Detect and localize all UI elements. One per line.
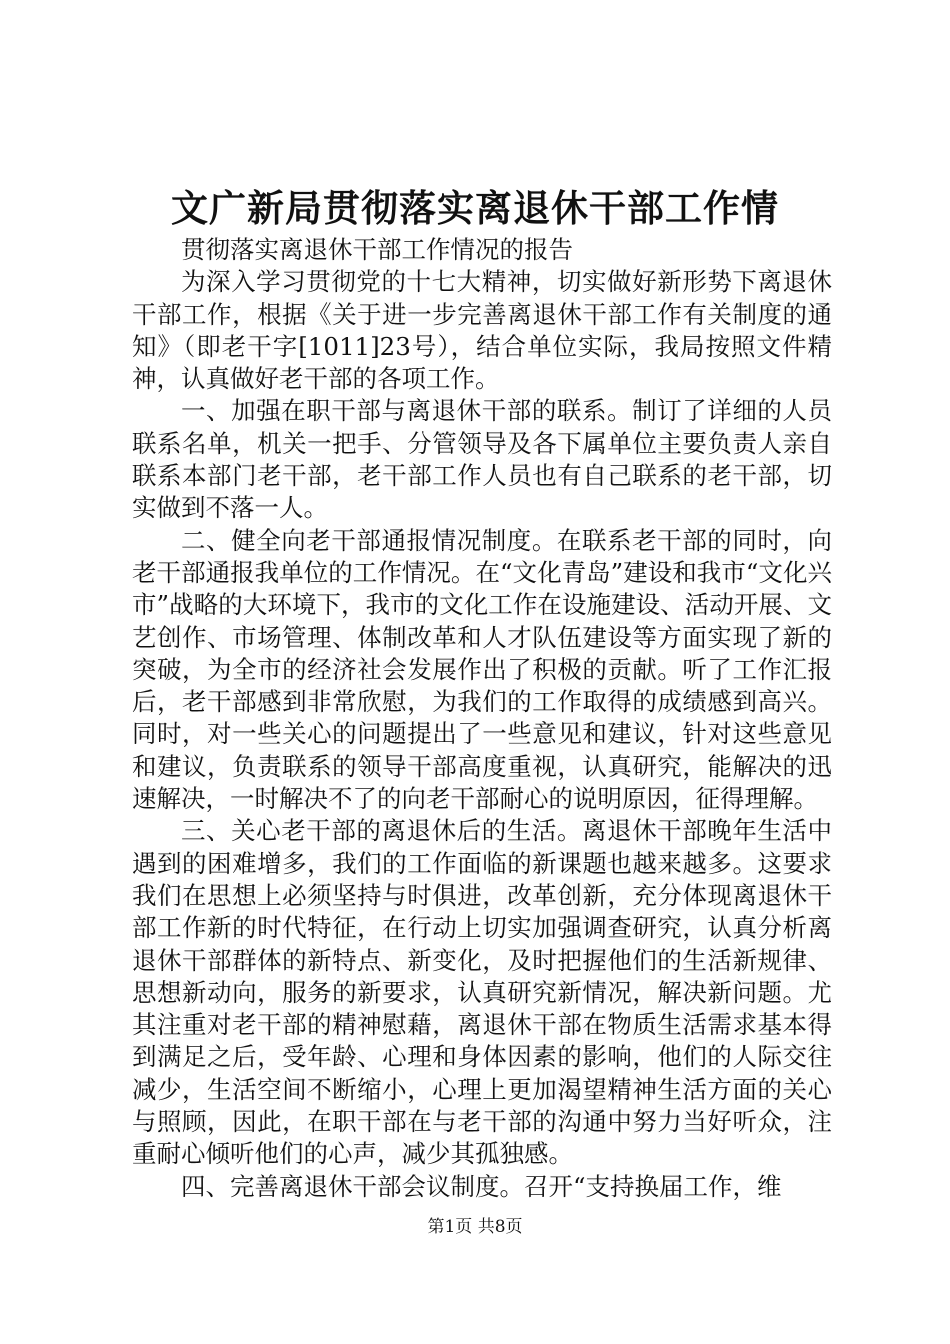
document-body [132, 234, 832, 1203]
paragraph-section-4: 四、完善离退休干部会议制度。召开“支持换届工作，维 [181, 1171, 782, 1201]
page-footer: 第1页 共8页 [427, 1217, 523, 1237]
paragraph-section-2: 二、健全向老干部通报情况制度。在联系老干部的同时，向老干部通报我单位的工作情况。在“文化青岛”建设和我市“文化兴市”战略的大环境下，我市的文化工作在设施建设、活动开展、文艺创作、市场管理、体制改革和人才队伍建设等方面实现了新的突破，为全市的经济社会发展作出了积极的贡献。听了工作汇报后，老干部感到非常欣慰，为我们的工作取得的成绩感到高兴。同时，对一些关心的问题提出了一些意见和建议，针对这些意见和建议，负责联系的领导干部高度重视，认真研究，能解决的迅速解决，一时解决不了的向老干部耐心的说明原因，征得理解。 [132, 525, 832, 814]
document-title: 文广新局贯彻落实离退休干部工作情 [171, 186, 779, 230]
paragraph-section-3: 三、关心老干部的离退休后的生活。离退休干部晚年生活中遇到的困难增多，我们的工作面临的新课题也越来越多。这要求我们在思想上必须坚持与时俱进，改革创新，充分体现离退休干部工作新的时代特征，在行动上切实加强调查研究，认真分析离退休干部群体的新特点、新变化，及时把握他们的生活新规律、思想新动向，服务的新要求，认真研究新情况，解决新问题。尤其注重对老干部的精神慰藉，离退休干部在物质生活需求基本得到满足之后，受年龄、心理和身体因素的影响，他们的人际交往减少，生活空间不断缩小，心理上更加渴望精神生活方面的关心与照顾，因此，在职干部在与老干部的沟通中努力当好听众，注重耐心倾听他们的心声，减少其孤独感。 [132, 816, 832, 1169]
report-subtitle: 贯彻落实离退休干部工作情况的报告 [181, 235, 573, 264]
paragraph-intro: 为深入学习贯彻党的十七大精神，切实做好新形势下离退休干部工作，根据《关于进一步完善离退休干部工作有关制度的通知》（即老干字[1011]23号），结合单位实际，我局按照文件精神，认真做好老干部的各项工作。 [132, 267, 832, 394]
paragraph-section-1: 一、加强在职干部与离退休干部的联系。制订了详细的人员联系名单，机关一把手、分管领导及各下属单位主要负责人亲自联系本部门老干部，老干部工作人员也有自己联系的老干部，切实做到不落一人。 [132, 396, 832, 523]
